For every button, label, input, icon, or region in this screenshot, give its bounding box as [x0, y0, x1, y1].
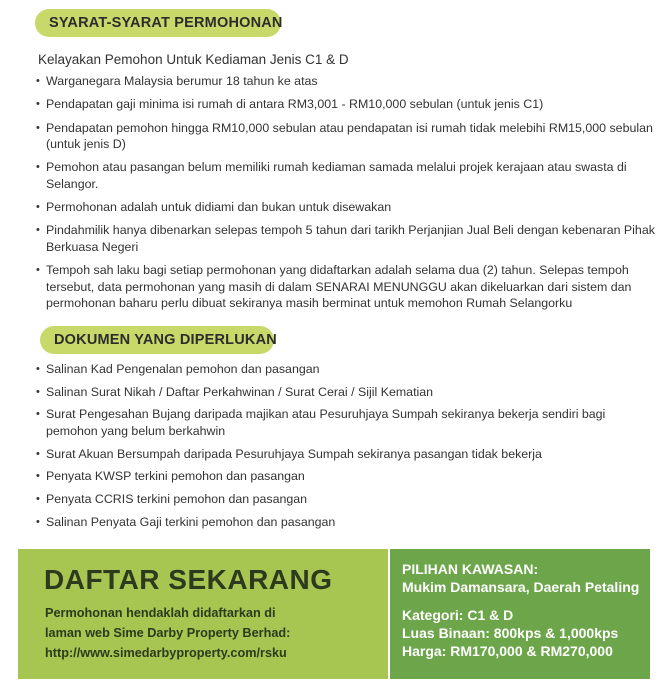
- register-description: [45, 603, 375, 663]
- list-item: • Permohonan adalah untuk didiami dan bukan untuk disewakan: [36, 199, 656, 216]
- price-text: Harga: RM170,000 & RM270,000: [402, 643, 613, 659]
- category-text: Kategori: C1 & D: [402, 607, 514, 623]
- register-panel: [18, 549, 388, 679]
- list-item: • Pindahmilik hanya dibenarkan selepas tempoh 5 tahun dari tarikh Perjanjian Jual Beli dengan kebenaran Pihak Berkuasa Negeri: [36, 222, 656, 255]
- list-item: • Salinan Surat Nikah / Daftar Perkahwinan / Surat Cerai / Sijil Kematian: [36, 384, 656, 401]
- list-item: • Tempoh sah laku bagi setiap permohonan yang didaftarkan adalah selama dua (2) tahun. Selepas tempoh tersebut, data permohonan yang masih di dalam SENARAI MENUNGGU akan dikeluarkan dari sistem dan permohonan baharu perlu dibuat sekiranya masih berminat untuk memohon Rumah Selangorku: [36, 262, 656, 312]
- list-item: • Warganegara Malaysia berumur 18 tahun ke atas: [36, 73, 656, 90]
- register-desc-line: laman web Sime Darby Property Berhad:: [45, 626, 291, 640]
- size-text: Luas Binaan: 800kps & 1,000kps: [402, 625, 619, 641]
- list-item: • Penyata KWSP terkini pemohon dan pasangan: [36, 468, 656, 485]
- requirements-list: [36, 73, 656, 319]
- area-panel: [390, 549, 650, 679]
- section-heading-documents: DOKUMEN YANG DIPERLUKAN: [40, 326, 274, 354]
- list-item: • Pendapatan gaji minima isi rumah di antara RM3,001 - RM10,000 sebulan (untuk jenis C1): [36, 96, 656, 113]
- list-item: • Salinan Kad Pengenalan pemohon dan pasangan: [36, 361, 656, 378]
- list-item: • Pendapatan pemohon hingga RM10,000 sebulan atau pendapatan isi rumah tidak melebihi RM15,000 sebulan (untuk jenis D): [36, 120, 656, 153]
- list-item: • Surat Pengesahan Bujang daripada majikan atau Pesuruhjaya Sumpah sekiranya bekerja sendiri bagi pemohon yang belum berkahwin: [36, 406, 656, 439]
- documents-list: [36, 361, 656, 536]
- register-desc-line: Permohonan hendaklah didaftarkan di: [45, 606, 276, 620]
- register-banner: [18, 549, 650, 679]
- section-heading-requirements: SYARAT-SYARAT PERMOHONAN: [35, 9, 281, 37]
- area-label: PILIHAN KAWASAN:: [402, 561, 539, 577]
- register-title: DAFTAR SEKARANG: [44, 564, 333, 595]
- register-url[interactable]: http://www.simedarbyproperty.com/rsku: [45, 646, 287, 660]
- section-subheading: Kelayakan Pemohon Untuk Kediaman Jenis C1 & D: [38, 52, 349, 67]
- list-item: • Surat Akuan Bersumpah daripada Pesuruhjaya Sumpah sekiranya pasangan tidak bekerja: [36, 446, 656, 463]
- area-value: Mukim Damansara, Daerah Petaling: [402, 579, 640, 595]
- list-item: • Pemohon atau pasangan belum memiliki rumah kediaman samada melalui projek kerajaan atau swasta di Selangor.: [36, 159, 656, 192]
- list-item: • Salinan Penyata Gaji terkini pemohon dan pasangan: [36, 514, 656, 531]
- list-item: • Penyata CCRIS terkini pemohon dan pasangan: [36, 491, 656, 508]
